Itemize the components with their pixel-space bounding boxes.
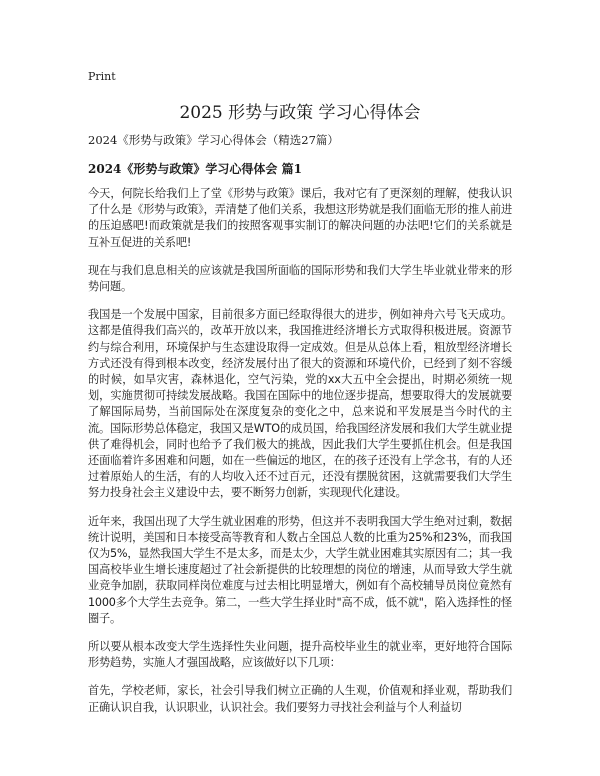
paragraph: 所以要从根本改变大学生选择性失业问题，提升高校毕业生的就业率，更好地符合国际形势趋势，实施人才强国战略，应该做好以下几项： (88, 640, 512, 670)
paragraph: 近年来，我国出现了大学生就业困难的形势，但这并不表明我国大学生绝对过剩，数据统计说明，美国和日本接受高等教育和人数占全国总人数的比重为25%和23%，而我国仅为5%，显然我国大学生不是太多，而是太少，大学生就业困难其实原因有二；其一我国高校毕业生增长速度超过了社会新提供的比较理想的岗位的增速，从而导致大学生就业竞争加剧，获取同样岗位难度与过去相比明显增大，例如有个高校辅导员岗位竟然有1000多个大学生去竞争。第二，一些大学生择业时"高不成，低不就"，陷入选择性的怪圈子。 (88, 514, 512, 625)
paragraph: 今天，何院长给我们上了堂《形势与政策》课后，我对它有了更深刻的理解，使我认识了什么是《形势与政策》，弄清楚了他们关系，我想这形势就是我们面临无形的推人前进的压迫感吧!而政策就是我们的按照客观事实制订的解决问题的办法吧!它们的关系就是互补互促进的关系吧! (88, 187, 512, 249)
page-title: 2025 形势与政策 学习心得体会 (179, 103, 421, 123)
section-heading: 2024《形势与政策》学习心得体会 篇1 (88, 162, 302, 176)
article-body (88, 186, 512, 728)
paragraph: 我国是一个发展中国家，目前很多方面已经取得很大的进步，例如神舟六号飞天成功。这都是值得我们高兴的，改革开放以来，我国推进经济增长方式取得积极进展。资源节约与综合利用，环境保护与生态建设取得一定成效。但是从总体上看，粗放型经济增长方式还没有得到根本改变，经济发展付出了很大的资源和环境代价，已经到了刻不容缓的时候，如旱灾害，森林退化，空气污染，党的xx大五中全会提出，时期必须统一规划，实施贯彻可持续发展战略。我国在国际中的地位逐步提高，想要取得大的发展就要了解国际局势，当前国际处在深度复杂的变化之中，总来说和平发展是当今时代的主流。国际形势总体稳定，我国又是WTO的成员国，给我国经济发展和我们大学生就业提供了难得机会，同时也给予了我们极大的挑战，因此我们大学生要抓住机会。但是我国还面临着许多困难和问题，如在一些偏远的地区，在的孩子还没有上学念书，有的人还过着原始人的生活，有的人均收入还不过百元，还没有摆脱贫困，这就需要我们大学生努力投身社会主义建设中去，要不断努力创新，实现现代化建设。 (88, 308, 512, 500)
print-label[interactable]: Print (88, 70, 116, 83)
document-subtitle: 2024《形势与政策》学习心得体会（精选27篇） (88, 133, 339, 147)
paragraph: 现在与我们息息相关的应该就是我国所面临的国际形势和我们大学生毕业就业带来的形势问题。 (88, 263, 512, 294)
paragraph: 首先，学校老师，家长，社会引导我们树立正确的人生观，价值观和择业观，帮助我们正确认识自我，认识职业，认识社会。我们要努力寻找社会利益与个人利益切 (88, 684, 512, 714)
